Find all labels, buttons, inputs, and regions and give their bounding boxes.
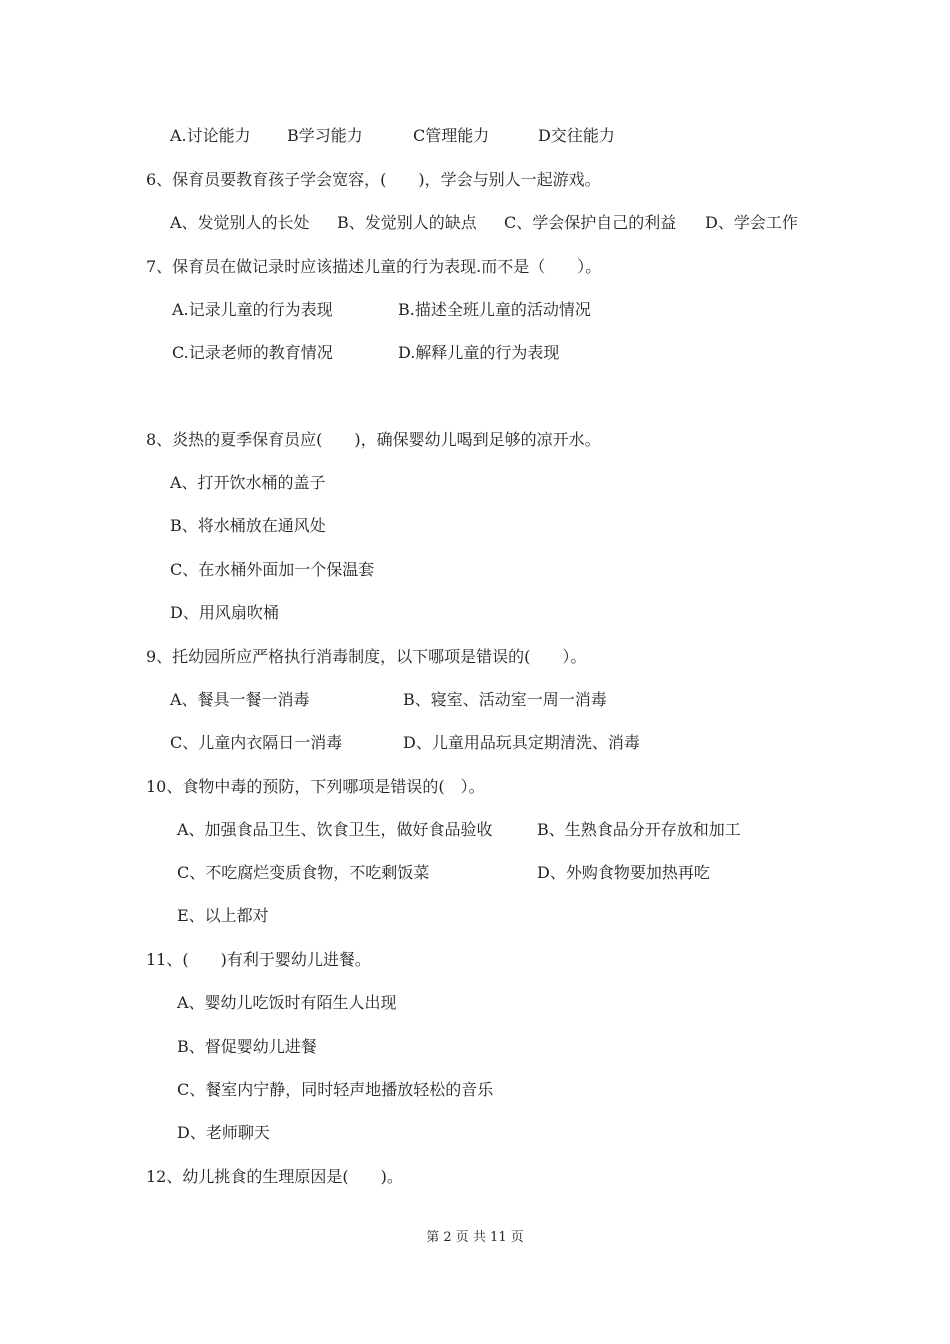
q8-option-a: A、打开饮水桶的盖子 bbox=[170, 473, 326, 492]
q11-option-b: B、督促婴幼儿进餐 bbox=[177, 1037, 317, 1056]
q5-option-c: C管理能力 bbox=[413, 126, 490, 145]
q11-stem: 11、( )有利于婴幼儿进餐。 bbox=[146, 950, 371, 969]
q10-option-c: C、不吃腐烂变质食物，不吃剩饭菜 bbox=[177, 863, 430, 882]
q9-option-a: A、餐具一餐一消毒 bbox=[170, 690, 310, 709]
q10-option-d: D、外购食物要加热再吃 bbox=[537, 863, 710, 882]
q7-option-b: B.描述全班儿童的活动情况 bbox=[398, 300, 591, 319]
q7-option-d: D.解释儿童的行为表现 bbox=[398, 343, 560, 362]
page-number: 第 2 页 共 11 页 bbox=[426, 1230, 524, 1245]
q5-option-b: B学习能力 bbox=[287, 126, 363, 145]
q8-stem: 8、炎热的夏季保育员应( )，确保婴幼儿喝到足够的凉开水。 bbox=[146, 430, 601, 449]
q9-option-c: C、儿童内衣隔日一消毒 bbox=[170, 733, 343, 752]
q6-option-c: C、学会保护自己的利益 bbox=[504, 213, 677, 232]
q10-option-b: B、生熟食品分开存放和加工 bbox=[537, 820, 741, 839]
q9-option-b: B、寝室、活动室一周一消毒 bbox=[403, 690, 607, 709]
q11-option-c: C、餐室内宁静，同时轻声地播放轻松的音乐 bbox=[177, 1080, 494, 1099]
q6-option-d: D、学会工作 bbox=[705, 213, 798, 232]
q9-option-d: D、儿童用品玩具定期清洗、消毒 bbox=[403, 733, 640, 752]
q11-option-d: D、老师聊天 bbox=[177, 1123, 270, 1142]
q6-option-b: B、发觉别人的缺点 bbox=[337, 213, 477, 232]
q7-option-a: A.记录儿童的行为表现 bbox=[172, 300, 333, 319]
q12-stem: 12、幼儿挑食的生理原因是( )。 bbox=[146, 1167, 403, 1186]
q5-option-d: D交往能力 bbox=[538, 126, 615, 145]
q8-option-d: D、用风扇吹桶 bbox=[170, 603, 279, 622]
q11-option-a: A、婴幼儿吃饭时有陌生人出现 bbox=[177, 993, 397, 1012]
q10-stem: 10、食物中毒的预防，下列哪项是错误的( ）。 bbox=[146, 777, 485, 796]
q6-stem: 6、保育员要教育孩子学会宽容，( )，学会与别人一起游戏。 bbox=[146, 170, 601, 189]
q6-option-a: A、发觉别人的长处 bbox=[170, 213, 310, 232]
q5-option-a: A.讨论能力 bbox=[170, 126, 251, 145]
q9-stem: 9、托幼园所应严格执行消毒制度，以下哪项是错误的( ）。 bbox=[146, 647, 587, 666]
q7-option-c: C.记录老师的教育情况 bbox=[172, 343, 333, 362]
q8-option-b: B、将水桶放在通风处 bbox=[170, 516, 326, 535]
q10-option-a: A、加强食品卫生、饮食卫生，做好食品验收 bbox=[177, 820, 493, 839]
q10-option-e: E、以上都对 bbox=[177, 906, 269, 925]
q8-option-c: C、在水桶外面加一个保温套 bbox=[170, 560, 375, 579]
q7-stem: 7、保育员在做记录时应该描述儿童的行为表现.而不是（ ）。 bbox=[146, 257, 602, 276]
